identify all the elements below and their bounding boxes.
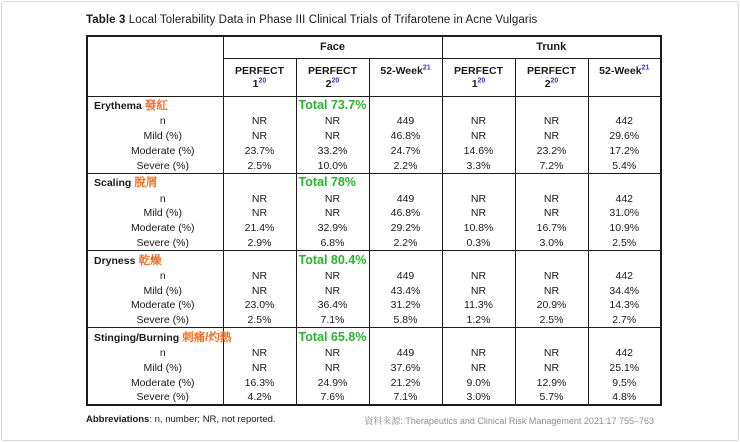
data-cell: 9.5% xyxy=(588,375,661,390)
abbreviations-note xyxy=(86,414,276,425)
table-row xyxy=(87,375,661,390)
data-cell: 449 xyxy=(369,268,442,283)
data-cell xyxy=(442,250,515,268)
data-cell: 449 xyxy=(369,346,442,361)
row-label: Severe (%) xyxy=(87,236,223,251)
data-cell: 37.6% xyxy=(369,360,442,375)
section-row-scaling xyxy=(87,173,661,191)
data-cell: 1.2% xyxy=(442,313,515,328)
data-cell: 2.9% xyxy=(223,236,296,251)
row-label: Severe (%) xyxy=(87,390,223,405)
table-row xyxy=(87,206,661,221)
data-cell: 10.0% xyxy=(296,158,369,173)
data-cell xyxy=(588,328,661,346)
data-cell: 2.5% xyxy=(588,236,661,251)
data-cell: 442 xyxy=(588,191,661,206)
section-label: Dryness 乾燥 xyxy=(87,250,223,268)
data-cell: NR xyxy=(442,206,515,221)
data-cell: NR xyxy=(515,360,588,375)
data-cell: 449 xyxy=(369,191,442,206)
data-cell xyxy=(588,173,661,191)
data-cell: 0.3% xyxy=(442,236,515,251)
data-cell xyxy=(442,328,515,346)
table-row xyxy=(87,298,661,313)
data-cell: 6.8% xyxy=(296,236,369,251)
data-cell: 2.5% xyxy=(223,313,296,328)
section-label-zh: 刺痛/灼熱 xyxy=(182,331,232,344)
tolerability-table xyxy=(86,35,662,406)
table-title-text: Local Tolerability Data in Phase III Clinical Trials of Trifarotene in Acne Vulgaris xyxy=(128,14,538,26)
data-cell: NR xyxy=(223,268,296,283)
data-cell: 12.9% xyxy=(515,375,588,390)
data-cell: 4.2% xyxy=(223,390,296,405)
data-cell: 442 xyxy=(588,268,661,283)
data-cell: 33.2% xyxy=(296,144,369,159)
data-cell: NR xyxy=(296,360,369,375)
col-header-face-perfect2: PERFECT 2$^{20}$ xyxy=(296,58,369,96)
data-cell: 24.9% xyxy=(296,375,369,390)
data-cell: 5.4% xyxy=(588,158,661,173)
data-cell: NR xyxy=(515,206,588,221)
section-label-zh: 乾燥 xyxy=(138,254,162,267)
data-cell: 32.9% xyxy=(296,221,369,236)
group-header-trunk: Trunk xyxy=(442,36,661,58)
data-cell: NR xyxy=(442,114,515,129)
total-value: Total 80.4% xyxy=(296,250,369,268)
row-label: Mild (%) xyxy=(87,129,223,144)
data-cell: 25.1% xyxy=(588,360,661,375)
section-row-dryness xyxy=(87,250,661,268)
data-cell: 449 xyxy=(369,114,442,129)
data-cell xyxy=(515,328,588,346)
data-cell: 5.7% xyxy=(515,390,588,405)
section-label: Stinging/Burning 刺痛/灼熱 xyxy=(87,328,223,346)
data-cell: 21.4% xyxy=(223,221,296,236)
data-cell xyxy=(369,96,442,114)
data-cell: 7.2% xyxy=(515,158,588,173)
data-cell: 2.5% xyxy=(515,313,588,328)
data-cell xyxy=(369,328,442,346)
table-row xyxy=(87,268,661,283)
data-cell: 36.4% xyxy=(296,298,369,313)
row-label: Mild (%) xyxy=(87,283,223,298)
data-cell: 17.2% xyxy=(588,144,661,159)
data-cell: 2.7% xyxy=(588,313,661,328)
data-cell xyxy=(223,250,296,268)
data-cell xyxy=(369,250,442,268)
data-cell: 14.3% xyxy=(588,298,661,313)
data-cell: NR xyxy=(296,114,369,129)
data-cell: 2.5% xyxy=(223,158,296,173)
corner-cell xyxy=(87,36,223,96)
table-row xyxy=(87,236,661,251)
data-cell: NR xyxy=(223,129,296,144)
row-label: n xyxy=(87,114,223,129)
data-cell: NR xyxy=(515,283,588,298)
table-row xyxy=(87,158,661,173)
data-cell: NR xyxy=(442,346,515,361)
data-cell xyxy=(588,250,661,268)
table-row xyxy=(87,191,661,206)
data-cell xyxy=(515,96,588,114)
data-cell: 2.2% xyxy=(369,158,442,173)
data-cell: NR xyxy=(296,191,369,206)
data-cell: NR xyxy=(296,129,369,144)
section-label-zh: 脫屑 xyxy=(134,177,158,190)
data-cell: NR xyxy=(515,346,588,361)
data-cell: 3.3% xyxy=(442,158,515,173)
data-cell: 3.0% xyxy=(515,236,588,251)
data-cell: NR xyxy=(296,283,369,298)
data-cell xyxy=(515,173,588,191)
section-label: Erythema 發紅 xyxy=(87,96,223,114)
data-cell xyxy=(223,96,296,114)
data-cell: 20.9% xyxy=(515,298,588,313)
data-cell: NR xyxy=(442,283,515,298)
data-cell: 21.2% xyxy=(369,375,442,390)
data-cell xyxy=(515,250,588,268)
section-row-stinging-burning xyxy=(87,328,661,346)
data-cell: NR xyxy=(223,346,296,361)
data-cell: 23.2% xyxy=(515,144,588,159)
row-label: Severe (%) xyxy=(87,158,223,173)
data-cell: NR xyxy=(223,191,296,206)
col-header-face-perfect1: PERFECT 1$^{20}$ xyxy=(223,58,296,96)
data-cell: 442 xyxy=(588,346,661,361)
data-cell: 4.8% xyxy=(588,390,661,405)
data-cell xyxy=(442,96,515,114)
data-cell: 7.1% xyxy=(369,390,442,405)
table-row xyxy=(87,390,661,405)
table-row xyxy=(87,283,661,298)
data-cell: 5.8% xyxy=(369,313,442,328)
data-cell: 14.6% xyxy=(442,144,515,159)
total-value: Total 73.7% xyxy=(296,96,369,114)
group-header-face: Face xyxy=(223,36,442,58)
data-cell: NR xyxy=(223,206,296,221)
data-cell: 43.4% xyxy=(369,283,442,298)
data-cell: NR xyxy=(442,191,515,206)
table-row xyxy=(87,129,661,144)
section-row-erythema xyxy=(87,96,661,114)
abbreviations-text: : n, number; NR, not reported. xyxy=(149,414,276,425)
data-cell: 16.3% xyxy=(223,375,296,390)
data-cell xyxy=(369,173,442,191)
data-cell: NR xyxy=(223,114,296,129)
data-cell: 23.7% xyxy=(223,144,296,159)
section-label-zh: 發紅 xyxy=(144,100,168,113)
data-cell: 34.4% xyxy=(588,283,661,298)
row-label: Moderate (%) xyxy=(87,221,223,236)
data-cell: NR xyxy=(442,268,515,283)
table-row xyxy=(87,346,661,361)
data-cell: 3.0% xyxy=(442,390,515,405)
data-cell: NR xyxy=(515,129,588,144)
table-row xyxy=(87,221,661,236)
data-cell: NR xyxy=(296,268,369,283)
source-note: 資料來源: Therapeutics and Clinical Risk Management 2021:17 755–763 xyxy=(364,416,654,426)
data-cell: 16.7% xyxy=(515,221,588,236)
section-label: Scaling 脫屑 xyxy=(87,173,223,191)
row-label: Moderate (%) xyxy=(87,375,223,390)
data-cell: 7.6% xyxy=(296,390,369,405)
data-cell: NR xyxy=(223,283,296,298)
col-header-trunk-perfect1: PERFECT 1$^{20}$ xyxy=(442,58,515,96)
data-cell: 46.8% xyxy=(369,129,442,144)
data-cell: 29.6% xyxy=(588,129,661,144)
data-cell: 2.2% xyxy=(369,236,442,251)
row-label: Severe (%) xyxy=(87,313,223,328)
row-label: Mild (%) xyxy=(87,206,223,221)
data-cell: 31.2% xyxy=(369,298,442,313)
data-cell xyxy=(223,173,296,191)
data-cell: 11.3% xyxy=(442,298,515,313)
abbreviations-label: Abbreviations xyxy=(86,414,150,425)
data-cell: NR xyxy=(296,346,369,361)
data-cell xyxy=(223,328,296,346)
data-cell xyxy=(588,96,661,114)
table-title-label: Table 3 xyxy=(86,14,126,26)
data-cell xyxy=(442,173,515,191)
data-cell: 7.1% xyxy=(296,313,369,328)
table-row xyxy=(87,360,661,375)
group-header-row xyxy=(87,36,661,58)
col-header-trunk-52week: 52-Week$^{21}$ xyxy=(588,58,661,96)
data-cell: 23.0% xyxy=(223,298,296,313)
data-cell: 29.2% xyxy=(369,221,442,236)
data-cell: NR xyxy=(515,191,588,206)
data-cell: 10.9% xyxy=(588,221,661,236)
data-cell: NR xyxy=(515,268,588,283)
row-label: Mild (%) xyxy=(87,360,223,375)
data-cell: NR xyxy=(223,360,296,375)
table-row xyxy=(87,114,661,129)
data-cell: NR xyxy=(515,114,588,129)
page xyxy=(1,1,739,441)
data-cell: 31.0% xyxy=(588,206,661,221)
row-label: Moderate (%) xyxy=(87,144,223,159)
data-cell: 9.0% xyxy=(442,375,515,390)
row-label: n xyxy=(87,346,223,361)
row-label: n xyxy=(87,191,223,206)
table-row xyxy=(87,144,661,159)
row-label: Moderate (%) xyxy=(87,298,223,313)
total-value: Total 78% xyxy=(296,173,369,191)
data-cell: 46.8% xyxy=(369,206,442,221)
row-label: n xyxy=(87,268,223,283)
data-cell: NR xyxy=(296,206,369,221)
col-header-trunk-perfect2: PERFECT 2$^{20}$ xyxy=(515,58,588,96)
data-cell: 10.8% xyxy=(442,221,515,236)
data-cell: 442 xyxy=(588,114,661,129)
data-cell: NR xyxy=(442,129,515,144)
total-value: Total 65.8% xyxy=(296,328,369,346)
data-cell: 24.7% xyxy=(369,144,442,159)
table-title xyxy=(86,14,537,26)
col-header-face-52week: 52-Week$^{21}$ xyxy=(369,58,442,96)
data-cell: NR xyxy=(442,360,515,375)
table-row xyxy=(87,313,661,328)
